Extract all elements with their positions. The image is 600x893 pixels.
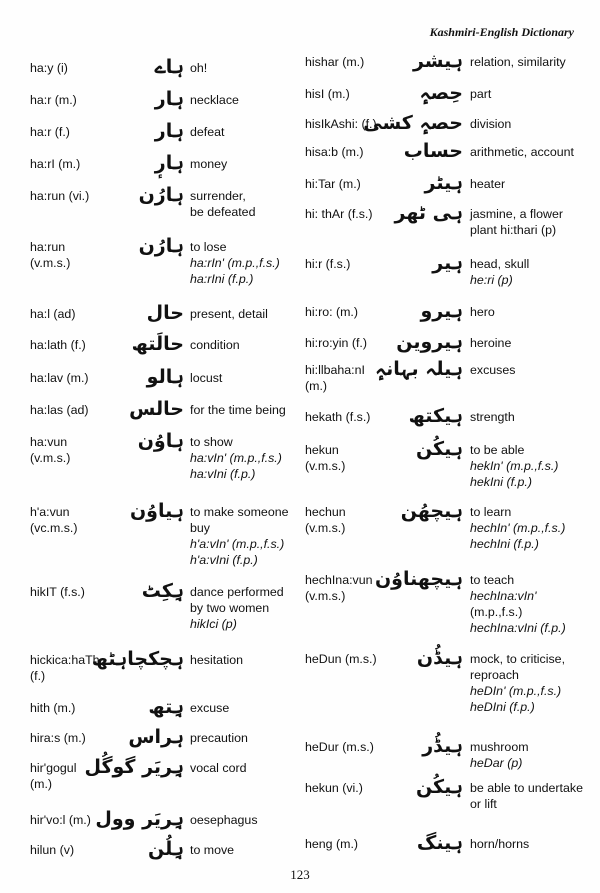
entry-definition [190,730,300,746]
headword-line: hikIT (f.s.) [30,585,85,599]
headword-line: (v.m.s.) [305,459,346,473]
entry-headword [305,836,400,852]
headword-line: (v.m.s.) [305,521,346,535]
headword-line: hir'gogul [30,761,77,775]
headword-line: (v.m.s.) [30,256,71,270]
definition-line: excuse [190,701,230,715]
entry-urdu-script: ہاے [154,56,184,78]
definition-line: heDIn' (m.p.,f.s.) [470,684,562,698]
entry-definition [470,86,595,102]
definition-line: hechIn' (m.p.,f.s.) [470,521,566,535]
headword-line: ha:run (vi.) [30,189,90,203]
entry-headword [30,124,125,140]
headword-line: hisI (m.) [305,87,350,101]
definition-line: plant hi:thari (p) [470,223,557,237]
definition-line: precaution [190,731,248,745]
headword-line: ha:lath (f.) [30,338,86,352]
entry-urdu-script: ہِتھ [148,696,184,718]
definition-line: reproach [470,668,519,682]
headword-line: hekath (f.s.) [305,410,371,424]
entry-definition [470,206,595,238]
entry-definition [190,700,300,716]
headword-line: heDur (m.s.) [305,740,374,754]
entry-headword [30,730,125,746]
entry-headword [305,176,400,192]
entry-urdu-script: ہینگ [416,832,463,854]
headword-line: hisa:b (m.) [305,145,364,159]
headword-line: ha:rI (m.) [30,157,81,171]
definition-line: be able to undertake [470,781,583,795]
entry-urdu-script: حالَتھ [131,333,184,355]
entry-definition [190,124,300,140]
definition-line: hikIci (p) [190,617,237,631]
definition-line: ha:vIni (f.p.) [190,467,256,481]
entry-definition [470,304,595,320]
entry-definition [470,176,595,192]
definition-line: to learn [470,505,512,519]
entry-headword [30,370,125,386]
entry-headword [305,206,400,222]
definition-line: mushroom [470,740,529,754]
entry-definition [190,188,300,220]
entry-headword [30,584,125,600]
entry-urdu-script: حالس [129,398,184,420]
entry-urdu-script: ہچکچاہٹھ [91,648,184,670]
definition-line: hechIna:vIni (f.p.) [470,621,566,635]
definition-line: condition [190,338,240,352]
entry-headword [305,780,400,796]
entry-definition [190,156,300,172]
definition-line: to move [190,843,235,857]
entry-headword [305,335,400,351]
definition-line: hero [470,305,495,319]
entry-definition [190,652,300,668]
headword-line: ha:run [30,240,66,254]
definition-line: hechIni (f.p.) [470,537,539,551]
definition-line: ha:rIni (f.p.) [190,272,254,286]
definition-line: strength [470,410,515,424]
entry-definition [190,760,300,776]
entry-definition [470,651,595,715]
entry-urdu-script: ہارٕ [154,152,184,174]
entry-urdu-script: ہار [154,88,184,110]
entry-urdu-script: ہیلہ بہانہٕ [374,358,463,380]
headword-line: (v.m.s.) [305,589,346,603]
entry-definition [190,584,300,632]
entry-urdu-script: حساب [403,140,463,162]
entry-urdu-script: ہیر [432,252,463,274]
entry-definition [470,836,595,852]
entry-headword [305,144,400,160]
definition-line: present, detail [190,307,268,321]
entry-definition [190,504,300,568]
headword-line: ha:lav (m.) [30,371,89,385]
definition-line: to make someone [190,505,289,519]
headword-line: heDun (m.s.) [305,652,377,666]
definition-line: buy [190,521,210,535]
entry-headword [30,434,125,466]
entry-urdu-script: ہیچھُن [400,500,463,522]
entry-definition [470,144,595,160]
entry-headword [30,337,125,353]
definition-line: vocal cord [190,761,247,775]
entry-headword [305,304,400,320]
definition-line: oesephagus [190,813,258,827]
entry-urdu-script: ہیچھناوُن [374,568,463,590]
entry-urdu-script: ہیرو [420,300,463,322]
entry-urdu-script: حِصہٕ [419,82,463,104]
definition-line: heDIni (f.p.) [470,700,535,714]
entry-definition [470,335,595,351]
headword-line: (m.) [305,379,328,393]
entry-headword [30,239,125,271]
headword-line: (v.m.s.) [30,451,71,465]
definition-line: horn/horns [470,837,530,851]
entry-definition [190,306,300,322]
entry-definition [190,60,300,76]
entry-urdu-script: ہار [154,120,184,142]
entry-headword [30,92,125,108]
headword-line: hi:ro:yin (f.) [305,336,367,350]
definition-line: part [470,87,492,101]
entry-urdu-script: ہیشر [412,50,463,72]
definition-line: head, skull [470,257,530,271]
definition-line: h'a:vIni (f.p.) [190,553,258,567]
entry-definition [470,362,595,378]
entry-definition [470,504,595,552]
entry-definition [190,402,300,418]
definition-line: arithmetic, account [470,145,574,159]
entry-definition [190,370,300,386]
definition-line: division [470,117,512,131]
entry-headword [305,651,400,667]
entry-headword [305,86,400,102]
headword-line: ha:r (m.) [30,93,77,107]
definition-line: by two women [190,601,270,615]
headword-line: (m.) [30,777,53,791]
headword-line: hi: thAr (f.s.) [305,207,373,221]
entry-definition [470,116,595,132]
definition-line: excuses [470,363,516,377]
headword-line: h'a:vun [30,505,70,519]
headword-line: hi:Tar (m.) [305,177,361,191]
entry-headword [30,156,125,172]
entry-definition [470,409,595,425]
headword-line: ha:r (f.) [30,125,70,139]
entry-definition [190,337,300,353]
page-number: 123 [290,867,310,882]
headword-line: ha:y (i) [30,61,68,75]
headword-line: ha:l (ad) [30,307,76,321]
headword-line: ha:vun [30,435,68,449]
entry-definition [470,739,595,771]
definition-line: dance performed [190,585,284,599]
entry-urdu-script: ہیڈُن [416,647,463,669]
headword-line: hi:ro: (m.) [305,305,359,319]
entry-headword [305,504,400,536]
entry-headword [30,700,125,716]
headword-line: hickica:haTh [30,653,100,667]
headword-line: hi:r (f.s.) [305,257,351,271]
headword-line: hir'vo:l (m.) [30,813,91,827]
definition-line: be defeated [190,205,256,219]
entry-urdu-script: ہیکُن [415,776,463,798]
definition-line: (m.p.,f.s.) [470,605,523,619]
entry-urdu-script: ہِریَر گوگُل [84,756,184,778]
definition-line: hesitation [190,653,244,667]
entry-urdu-script: ہارُن [138,235,184,257]
entry-urdu-script: ہِکِٹ [141,580,184,602]
entry-definition [470,780,595,812]
definition-line: heDar (p) [470,756,523,770]
definition-line: for the time being [190,403,286,417]
definition-line: h'a:vIn' (m.p.,f.s.) [190,537,285,551]
definition-line: hekIn' (m.p.,f.s.) [470,459,559,473]
definition-line: surrender, [190,189,246,203]
headword-line: (vc.m.s.) [30,521,78,535]
definition-line: necklace [190,93,239,107]
headword-line: hechIna:vun [305,573,373,587]
definition-line: heroine [470,336,512,350]
entry-definition [470,442,595,490]
entry-headword [305,739,400,755]
definition-line: oh! [190,61,208,75]
definition-line: ha:rIn' (m.p.,f.s.) [190,256,280,270]
definition-line: defeat [190,125,225,139]
headword-line: ha:las (ad) [30,403,89,417]
definition-line: heater [470,177,506,191]
entry-definition [190,842,300,858]
entry-definition [190,239,300,287]
definition-line: or lift [470,797,497,811]
entry-urdu-script: حال [146,302,184,324]
entry-headword [30,60,125,76]
entry-urdu-script: ہالو [146,366,184,388]
headword-line: hekun [305,443,339,457]
entry-headword [30,306,125,322]
entry-headword [30,188,125,204]
headword-line: hith (m.) [30,701,76,715]
entry-headword [30,842,125,858]
entry-definition [470,256,595,288]
page-header: Kashmiri-English Dictionary [429,25,574,39]
definition-line: hechIna:vIn' [470,589,537,603]
definition-line: locust [190,371,223,385]
definition-line: he:ri (p) [470,273,513,287]
entry-headword [305,409,400,425]
entry-urdu-script: ہیکتھ [408,405,463,427]
entry-urdu-script: ہارُن [138,184,184,206]
definition-line: to show [190,435,233,449]
entry-urdu-script: ہیٹر [424,172,463,194]
entry-urdu-script: ہراس [128,726,184,748]
entry-urdu-script: ہِلُن [148,838,184,860]
entry-definition [470,54,595,70]
headword-line: heng (m.) [305,837,359,851]
entry-headword [305,54,400,70]
headword-line: hilun (v) [30,843,75,857]
headword-line: hira:s (m.) [30,731,86,745]
entry-urdu-script: ہی ٹھر [394,202,463,224]
definition-line: to teach [470,573,515,587]
headword-line: (f.) [30,669,46,683]
entry-definition [470,572,595,636]
headword-line: hechun [305,505,346,519]
entry-headword [305,256,400,272]
headword-line: hishar (m.) [305,55,365,69]
definition-line: hekIni (f.p.) [470,475,532,489]
definition-line: to be able [470,443,525,457]
entry-urdu-script: حصہٕ کشی [363,112,463,134]
entry-urdu-script: ہیکُن [415,438,463,460]
entry-urdu-script: ہیڈُر [422,735,463,757]
definition-line: mock, to criticise, [470,652,566,666]
entry-definition [190,434,300,482]
definition-line: jasmine, a flower [470,207,563,221]
headword-line: hi:llbaha:nI [305,363,365,377]
definition-line: ha:vIn' (m.p.,f.s.) [190,451,282,465]
entry-urdu-script: ہِریَر وول [95,808,184,830]
entry-urdu-script: ہیروین [396,331,463,353]
entry-urdu-script: ہاوُن [137,430,184,452]
definition-line: to lose [190,240,227,254]
definition-line: relation, similarity [470,55,566,69]
entry-headword [30,402,125,418]
headword-line: hekun (vi.) [305,781,363,795]
entry-urdu-script: ہیاوُن [129,500,184,522]
entry-definition [190,92,300,108]
headword-line: hisIkAshi: (f.) [305,117,377,131]
entry-headword [305,442,400,474]
definition-line: money [190,157,228,171]
entry-definition [190,812,300,828]
entry-headword [30,504,125,536]
